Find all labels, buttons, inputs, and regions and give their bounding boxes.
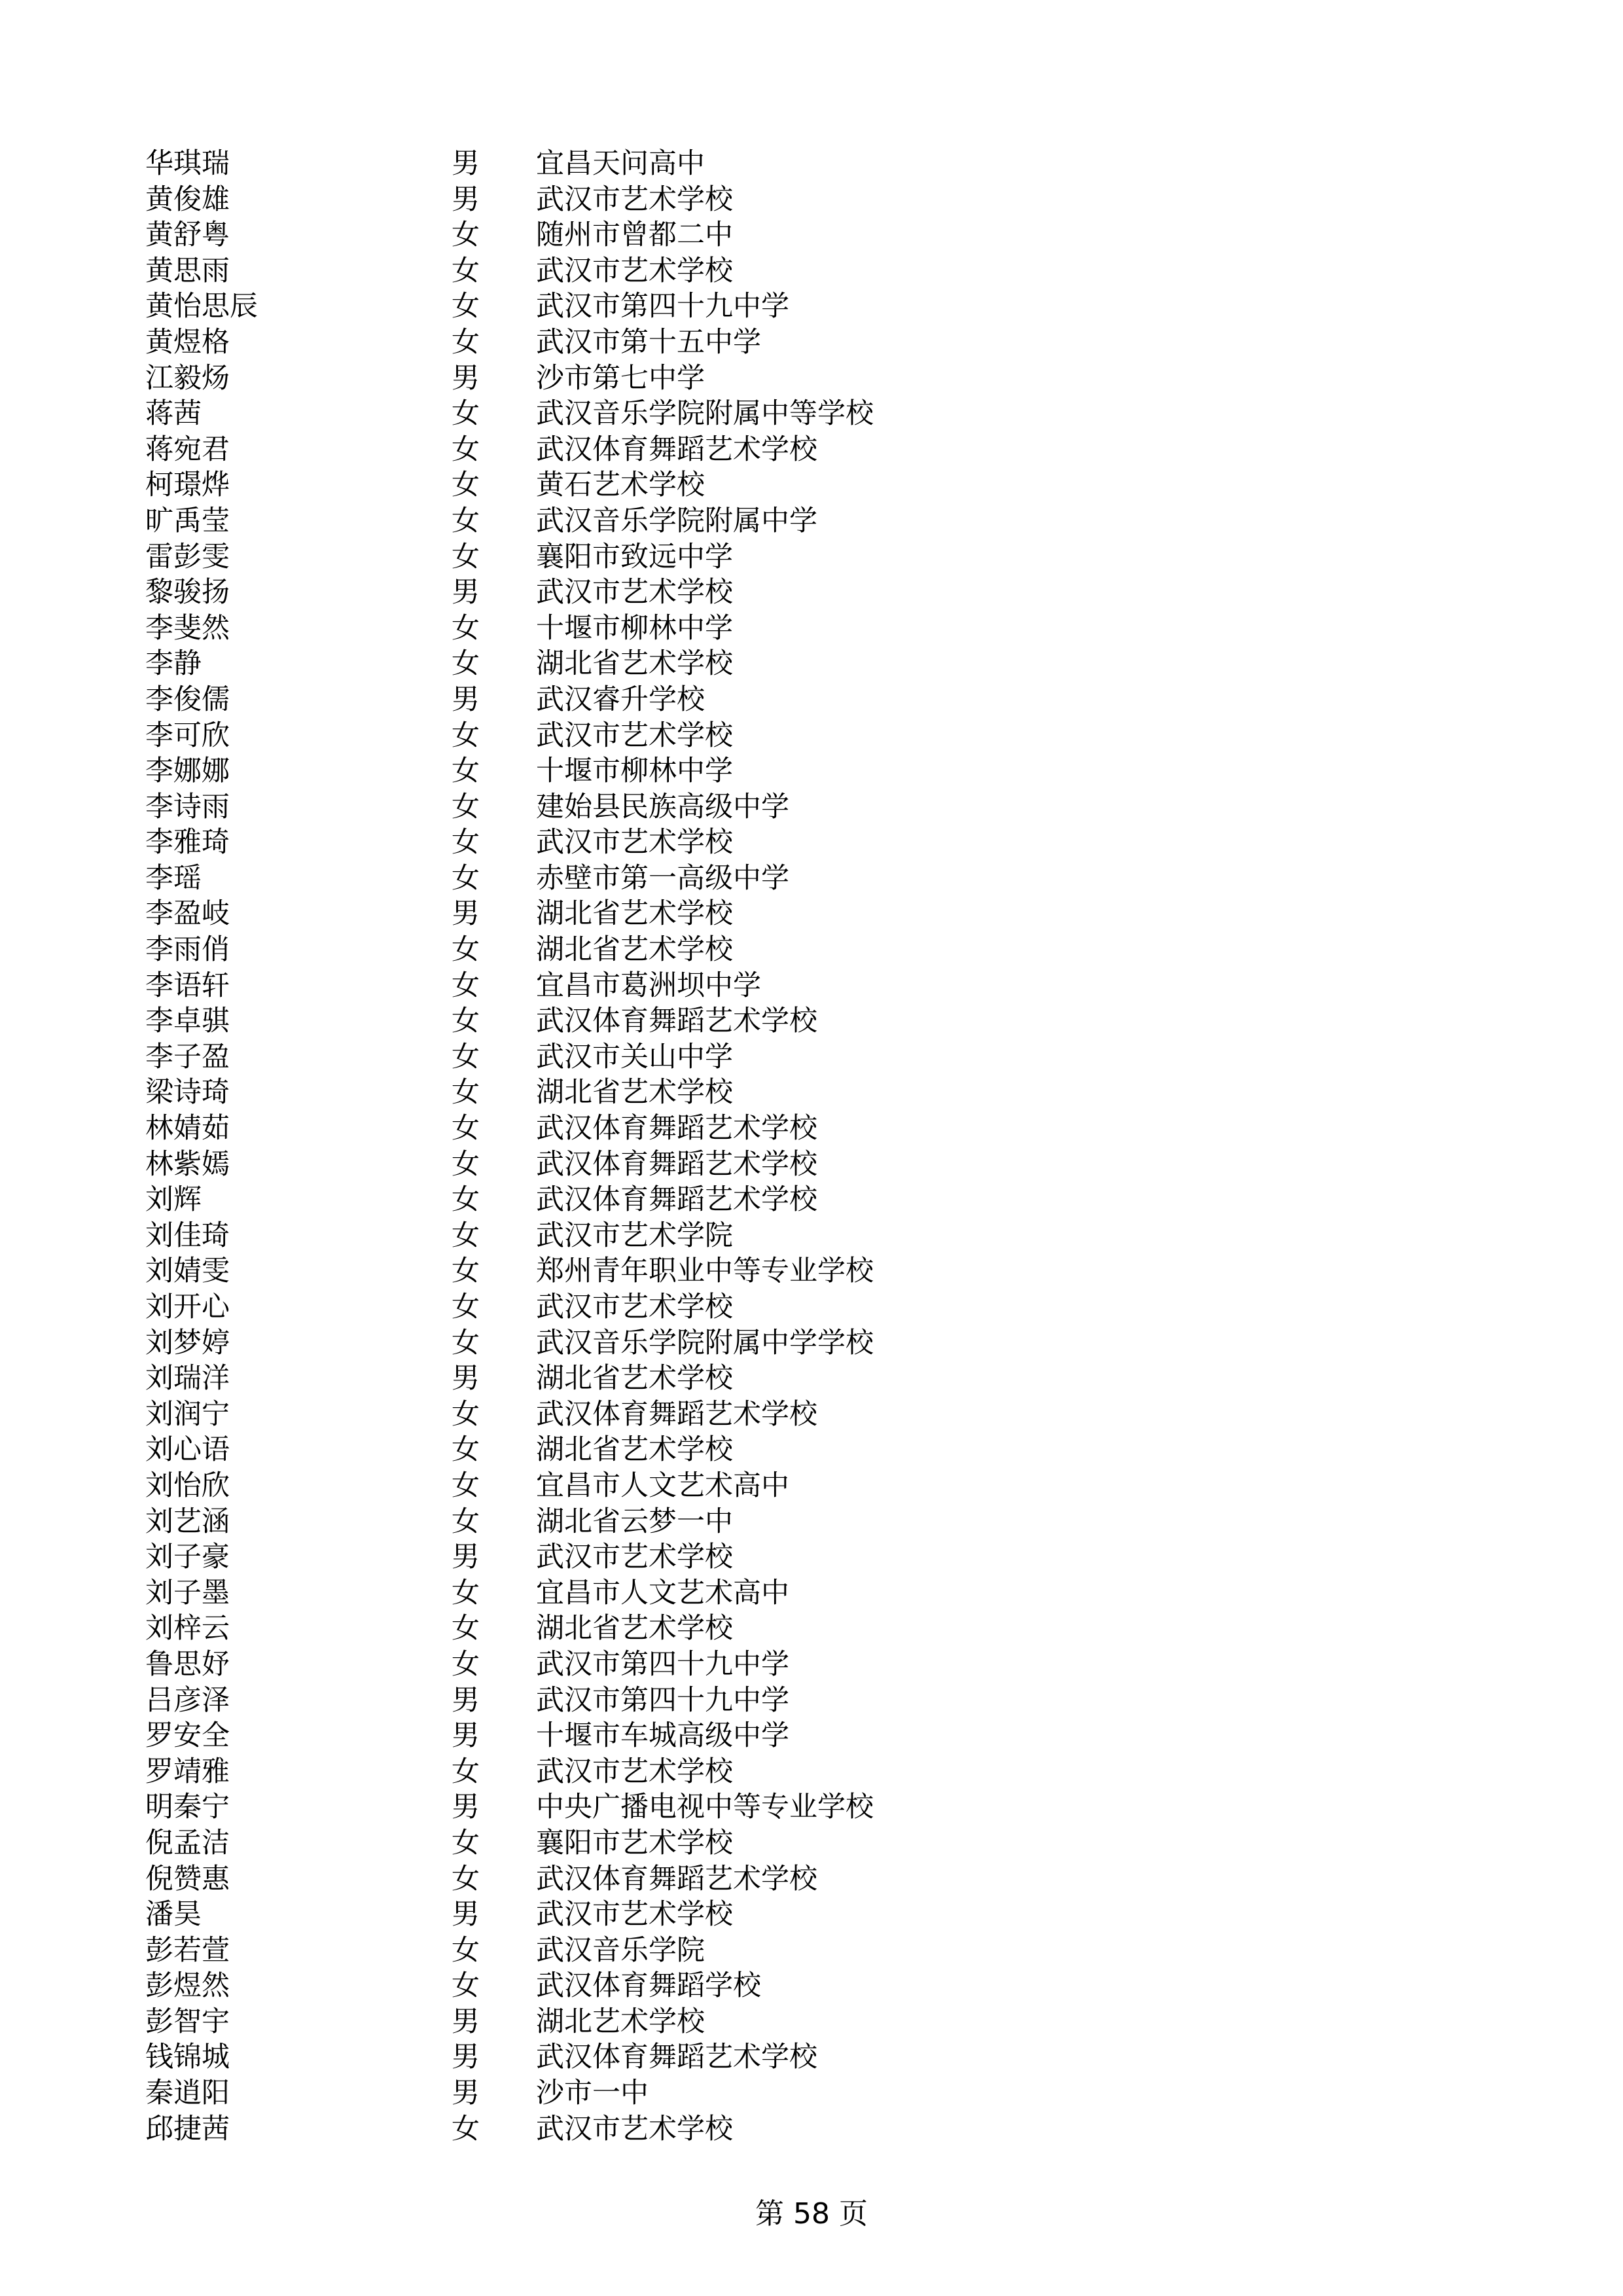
table-row [145, 1075, 1323, 1111]
student-gender: 女 [452, 504, 480, 537]
student-school: 武汉体育舞蹈艺术学校 [536, 1183, 817, 1217]
table-row [145, 396, 1323, 432]
student-gender: 女 [452, 826, 480, 859]
table-row [145, 1218, 1323, 1254]
student-name: 潘昊 [145, 1898, 202, 1931]
student-gender: 男 [452, 1362, 480, 1395]
student-gender: 女 [452, 1433, 480, 1467]
student-school: 沙市第七中学 [536, 361, 705, 395]
table-row [145, 896, 1323, 932]
table-row [145, 1897, 1323, 1933]
student-name: 倪孟洁 [145, 1826, 230, 1859]
table-row [145, 361, 1323, 397]
student-gender: 男 [452, 147, 480, 180]
student-gender: 男 [452, 1898, 480, 1931]
student-school: 湖北省艺术学校 [536, 1362, 733, 1395]
student-gender: 女 [452, 1076, 480, 1109]
table-row [145, 1289, 1323, 1325]
table-row [145, 861, 1323, 897]
table-row [145, 1361, 1323, 1397]
student-name: 刘润宁 [145, 1397, 230, 1431]
student-gender: 女 [452, 1005, 480, 1038]
table-row [145, 289, 1323, 325]
student-gender: 男 [452, 576, 480, 609]
student-gender: 女 [452, 2112, 480, 2145]
student-gender: 女 [452, 433, 480, 466]
student-name: 彭智宇 [145, 2005, 230, 2038]
table-row [145, 1504, 1323, 1540]
student-school: 武汉体育舞蹈艺术学校 [536, 1005, 817, 1038]
student-name: 刘艺涵 [145, 1505, 230, 1538]
table-row [145, 1039, 1323, 1075]
student-name: 蒋茜 [145, 397, 202, 431]
table-row [145, 1182, 1323, 1218]
student-name: 邱捷茜 [145, 2112, 230, 2145]
student-name: 刘辉 [145, 1183, 202, 1217]
student-name: 旷禹莹 [145, 504, 230, 537]
student-school: 武汉市艺术学校 [536, 1291, 733, 1323]
table-row [145, 432, 1323, 468]
student-gender: 女 [452, 540, 480, 573]
student-gender: 女 [452, 1862, 480, 1895]
student-gender: 女 [452, 219, 480, 252]
table-row [145, 932, 1323, 968]
table-row [145, 2075, 1323, 2111]
table-row [145, 575, 1323, 611]
student-school: 武汉市艺术学校 [536, 1898, 733, 1931]
student-school: 湖北省云梦一中 [536, 1505, 733, 1538]
student-school: 宜昌市葛洲坝中学 [536, 969, 761, 1002]
student-gender: 女 [452, 1255, 480, 1288]
student-name: 钱锦城 [145, 2041, 230, 2074]
student-name: 罗安全 [145, 1719, 230, 1753]
student-gender: 女 [452, 1755, 480, 1788]
student-name: 黎骏扬 [145, 576, 230, 609]
student-gender: 女 [452, 1612, 480, 1645]
table-row [145, 1683, 1323, 1719]
student-gender: 女 [452, 969, 480, 1002]
student-school: 湖北省艺术学校 [536, 933, 733, 967]
student-gender: 男 [452, 2077, 480, 2110]
student-school: 黄石艺术学校 [536, 469, 705, 502]
student-name: 李子盈 [145, 1040, 230, 1073]
table-row [145, 1397, 1323, 1433]
student-gender: 男 [452, 897, 480, 931]
table-row [145, 682, 1323, 718]
table-row [145, 1968, 1323, 2004]
student-school: 随州市曾都二中 [536, 219, 733, 252]
student-gender: 女 [452, 469, 480, 502]
student-name: 李雨俏 [145, 933, 230, 967]
student-gender: 女 [452, 1469, 480, 1502]
student-gender: 女 [452, 719, 480, 752]
student-school: 武汉睿升学校 [536, 683, 705, 716]
table-row [145, 325, 1323, 361]
student-name: 刘心语 [145, 1433, 230, 1467]
page-number: 第 58 页 [755, 2197, 868, 2231]
student-name: 秦逍阳 [145, 2077, 230, 2110]
student-school: 湖北艺术学校 [536, 2005, 705, 2038]
table-row [145, 503, 1323, 539]
student-school: 武汉市艺术学校 [536, 1755, 733, 1788]
student-school: 宜昌天问高中 [536, 147, 705, 180]
student-name: 李卓骐 [145, 1005, 230, 1038]
table-row [145, 1789, 1323, 1825]
table-row [145, 1861, 1323, 1897]
student-name: 李诗雨 [145, 790, 230, 823]
table-row [145, 539, 1323, 575]
table-row [145, 217, 1323, 253]
student-name: 李斐然 [145, 611, 230, 645]
student-gender: 男 [452, 683, 480, 716]
student-name: 李静 [145, 647, 202, 681]
student-name: 李娜娜 [145, 755, 230, 788]
student-name: 李可欣 [145, 719, 230, 752]
student-name: 李语轩 [145, 969, 230, 1002]
student-school: 湖北省艺术学校 [536, 1433, 733, 1467]
student-school: 武汉体育舞蹈艺术学校 [536, 1147, 817, 1181]
table-row [145, 1718, 1323, 1754]
student-school: 武汉市艺术学校 [536, 719, 733, 752]
student-name: 罗靖雅 [145, 1755, 230, 1788]
student-name: 李雅琦 [145, 826, 230, 859]
student-name: 柯璟烨 [145, 469, 230, 502]
student-school: 宜昌市人文艺术高中 [536, 1576, 789, 1609]
student-gender: 男 [452, 1791, 480, 1824]
student-gender: 男 [452, 1683, 480, 1717]
student-school: 武汉市艺术学校 [536, 576, 733, 609]
student-school: 湖北省艺术学校 [536, 647, 733, 681]
student-name: 刘瑞洋 [145, 1362, 230, 1395]
table-row [145, 1003, 1323, 1039]
student-name: 李俊儒 [145, 683, 230, 716]
student-name: 华琪瑞 [145, 147, 230, 180]
student-school: 武汉市艺术学校 [536, 826, 733, 859]
student-school: 武汉体育舞蹈艺术学校 [536, 1397, 817, 1431]
student-school: 武汉音乐学院 [536, 1933, 705, 1967]
student-gender: 女 [452, 1647, 480, 1681]
table-row [145, 182, 1323, 218]
table-row [145, 2039, 1323, 2075]
student-school: 武汉市艺术学校 [536, 254, 733, 287]
student-school: 武汉市艺术学校 [536, 1541, 733, 1574]
student-gender: 女 [452, 325, 480, 359]
student-school: 湖北省艺术学校 [536, 1612, 733, 1645]
table-row [145, 1575, 1323, 1611]
student-gender: 女 [452, 1147, 480, 1181]
student-name: 林婧茹 [145, 1112, 230, 1145]
table-row [145, 1825, 1323, 1861]
student-name: 刘子墨 [145, 1576, 230, 1609]
student-school: 湖北省艺术学校 [536, 1076, 733, 1109]
student-name: 黄怡思辰 [145, 290, 258, 323]
student-name: 黄煜格 [145, 325, 230, 359]
table-row [145, 825, 1323, 861]
student-name: 刘梦婷 [145, 1326, 230, 1359]
student-gender: 女 [452, 254, 480, 287]
student-school: 武汉音乐学院附属中学 [536, 504, 817, 537]
student-gender: 女 [452, 933, 480, 967]
student-gender: 女 [452, 1397, 480, 1431]
student-gender: 女 [452, 1291, 480, 1323]
student-gender: 女 [452, 290, 480, 323]
student-name: 黄舒粤 [145, 219, 230, 252]
student-gender: 女 [452, 1969, 480, 2003]
student-school: 武汉体育舞蹈艺术学校 [536, 2041, 817, 2074]
table-row [145, 789, 1323, 825]
table-row [145, 1147, 1323, 1183]
student-gender: 女 [452, 611, 480, 645]
table-row [145, 1111, 1323, 1147]
student-school: 襄阳市艺术学校 [536, 1826, 733, 1859]
student-gender: 男 [452, 1541, 480, 1574]
table-row [145, 2111, 1323, 2147]
table-row [145, 146, 1323, 182]
student-school: 赤壁市第一高级中学 [536, 861, 789, 895]
student-name: 林紫嫣 [145, 1147, 230, 1181]
student-school: 武汉体育舞蹈艺术学校 [536, 1862, 817, 1895]
student-name: 彭煜然 [145, 1969, 230, 2003]
student-school: 沙市一中 [536, 2077, 649, 2110]
student-school: 武汉市第四十九中学 [536, 1647, 789, 1681]
table-row [145, 253, 1323, 289]
student-school: 武汉市第四十九中学 [536, 1683, 789, 1717]
student-school: 武汉市第十五中学 [536, 325, 761, 359]
student-name: 刘开心 [145, 1291, 230, 1323]
student-gender: 女 [452, 1040, 480, 1073]
table-row [145, 1933, 1323, 1969]
student-school: 武汉体育舞蹈艺术学校 [536, 433, 817, 466]
student-gender: 男 [452, 2005, 480, 2038]
student-gender: 男 [452, 2041, 480, 2074]
student-school: 武汉市第四十九中学 [536, 290, 789, 323]
table-row [145, 1325, 1323, 1361]
table-row [145, 1253, 1323, 1289]
student-gender: 女 [452, 1933, 480, 1967]
table-row [145, 1432, 1323, 1468]
student-gender: 女 [452, 397, 480, 431]
table-row [145, 611, 1323, 647]
student-gender: 女 [452, 1505, 480, 1538]
student-gender: 女 [452, 1326, 480, 1359]
student-name: 刘怡欣 [145, 1469, 230, 1502]
student-name: 刘子豪 [145, 1541, 230, 1574]
student-school: 武汉市艺术学院 [536, 1219, 733, 1252]
student-school: 十堰市柳林中学 [536, 755, 733, 788]
table-row [145, 753, 1323, 789]
student-name: 梁诗琦 [145, 1076, 230, 1109]
student-gender: 女 [452, 1183, 480, 1217]
student-gender: 女 [452, 861, 480, 895]
student-school: 襄阳市致远中学 [536, 540, 733, 573]
student-gender: 女 [452, 790, 480, 823]
student-name: 蒋宛君 [145, 433, 230, 466]
table-row [145, 1539, 1323, 1575]
student-name: 刘佳琦 [145, 1219, 230, 1252]
student-roster [145, 146, 1323, 2147]
student-name: 刘婧雯 [145, 1255, 230, 1288]
student-name: 雷彭雯 [145, 540, 230, 573]
student-gender: 女 [452, 1112, 480, 1145]
student-school: 武汉音乐学院附属中等学校 [536, 397, 874, 431]
table-row [145, 1647, 1323, 1683]
table-row [145, 646, 1323, 682]
student-school: 武汉音乐学院附属中学学校 [536, 1326, 874, 1359]
student-gender: 男 [452, 1719, 480, 1753]
student-gender: 女 [452, 755, 480, 788]
student-school: 武汉市关山中学 [536, 1040, 733, 1073]
student-school: 宜昌市人文艺术高中 [536, 1469, 789, 1502]
student-name: 刘梓云 [145, 1612, 230, 1645]
student-name: 明秦宁 [145, 1791, 230, 1824]
student-gender: 女 [452, 1826, 480, 1859]
student-name: 江毅炀 [145, 361, 230, 395]
student-school: 武汉体育舞蹈艺术学校 [536, 1112, 817, 1145]
student-school: 十堰市柳林中学 [536, 611, 733, 645]
student-gender: 女 [452, 647, 480, 681]
student-school: 郑州青年职业中等专业学校 [536, 1255, 874, 1288]
student-name: 彭若萱 [145, 1933, 230, 1967]
student-school: 建始县民族高级中学 [536, 790, 789, 823]
student-name: 李瑶 [145, 861, 202, 895]
table-row [145, 467, 1323, 503]
student-name: 黄俊雄 [145, 183, 230, 216]
student-name: 黄思雨 [145, 254, 230, 287]
student-name: 鲁思妤 [145, 1647, 230, 1681]
student-name: 李盈岐 [145, 897, 230, 931]
table-row [145, 1611, 1323, 1647]
student-school: 武汉体育舞蹈学校 [536, 1969, 761, 2003]
student-school: 武汉市艺术学校 [536, 183, 733, 216]
student-gender: 男 [452, 183, 480, 216]
table-row [145, 2004, 1323, 2040]
student-school: 十堰市车城高级中学 [536, 1719, 789, 1753]
student-school: 中央广播电视中等专业学校 [536, 1791, 874, 1824]
student-name: 吕彦泽 [145, 1683, 230, 1717]
student-gender: 男 [452, 361, 480, 395]
table-row [145, 1754, 1323, 1790]
student-school: 武汉市艺术学校 [536, 2112, 733, 2145]
student-school: 湖北省艺术学校 [536, 897, 733, 931]
student-name: 倪赞惠 [145, 1862, 230, 1895]
table-row [145, 1468, 1323, 1504]
student-gender: 女 [452, 1219, 480, 1252]
table-row [145, 718, 1323, 754]
student-gender: 女 [452, 1576, 480, 1609]
table-row [145, 968, 1323, 1004]
